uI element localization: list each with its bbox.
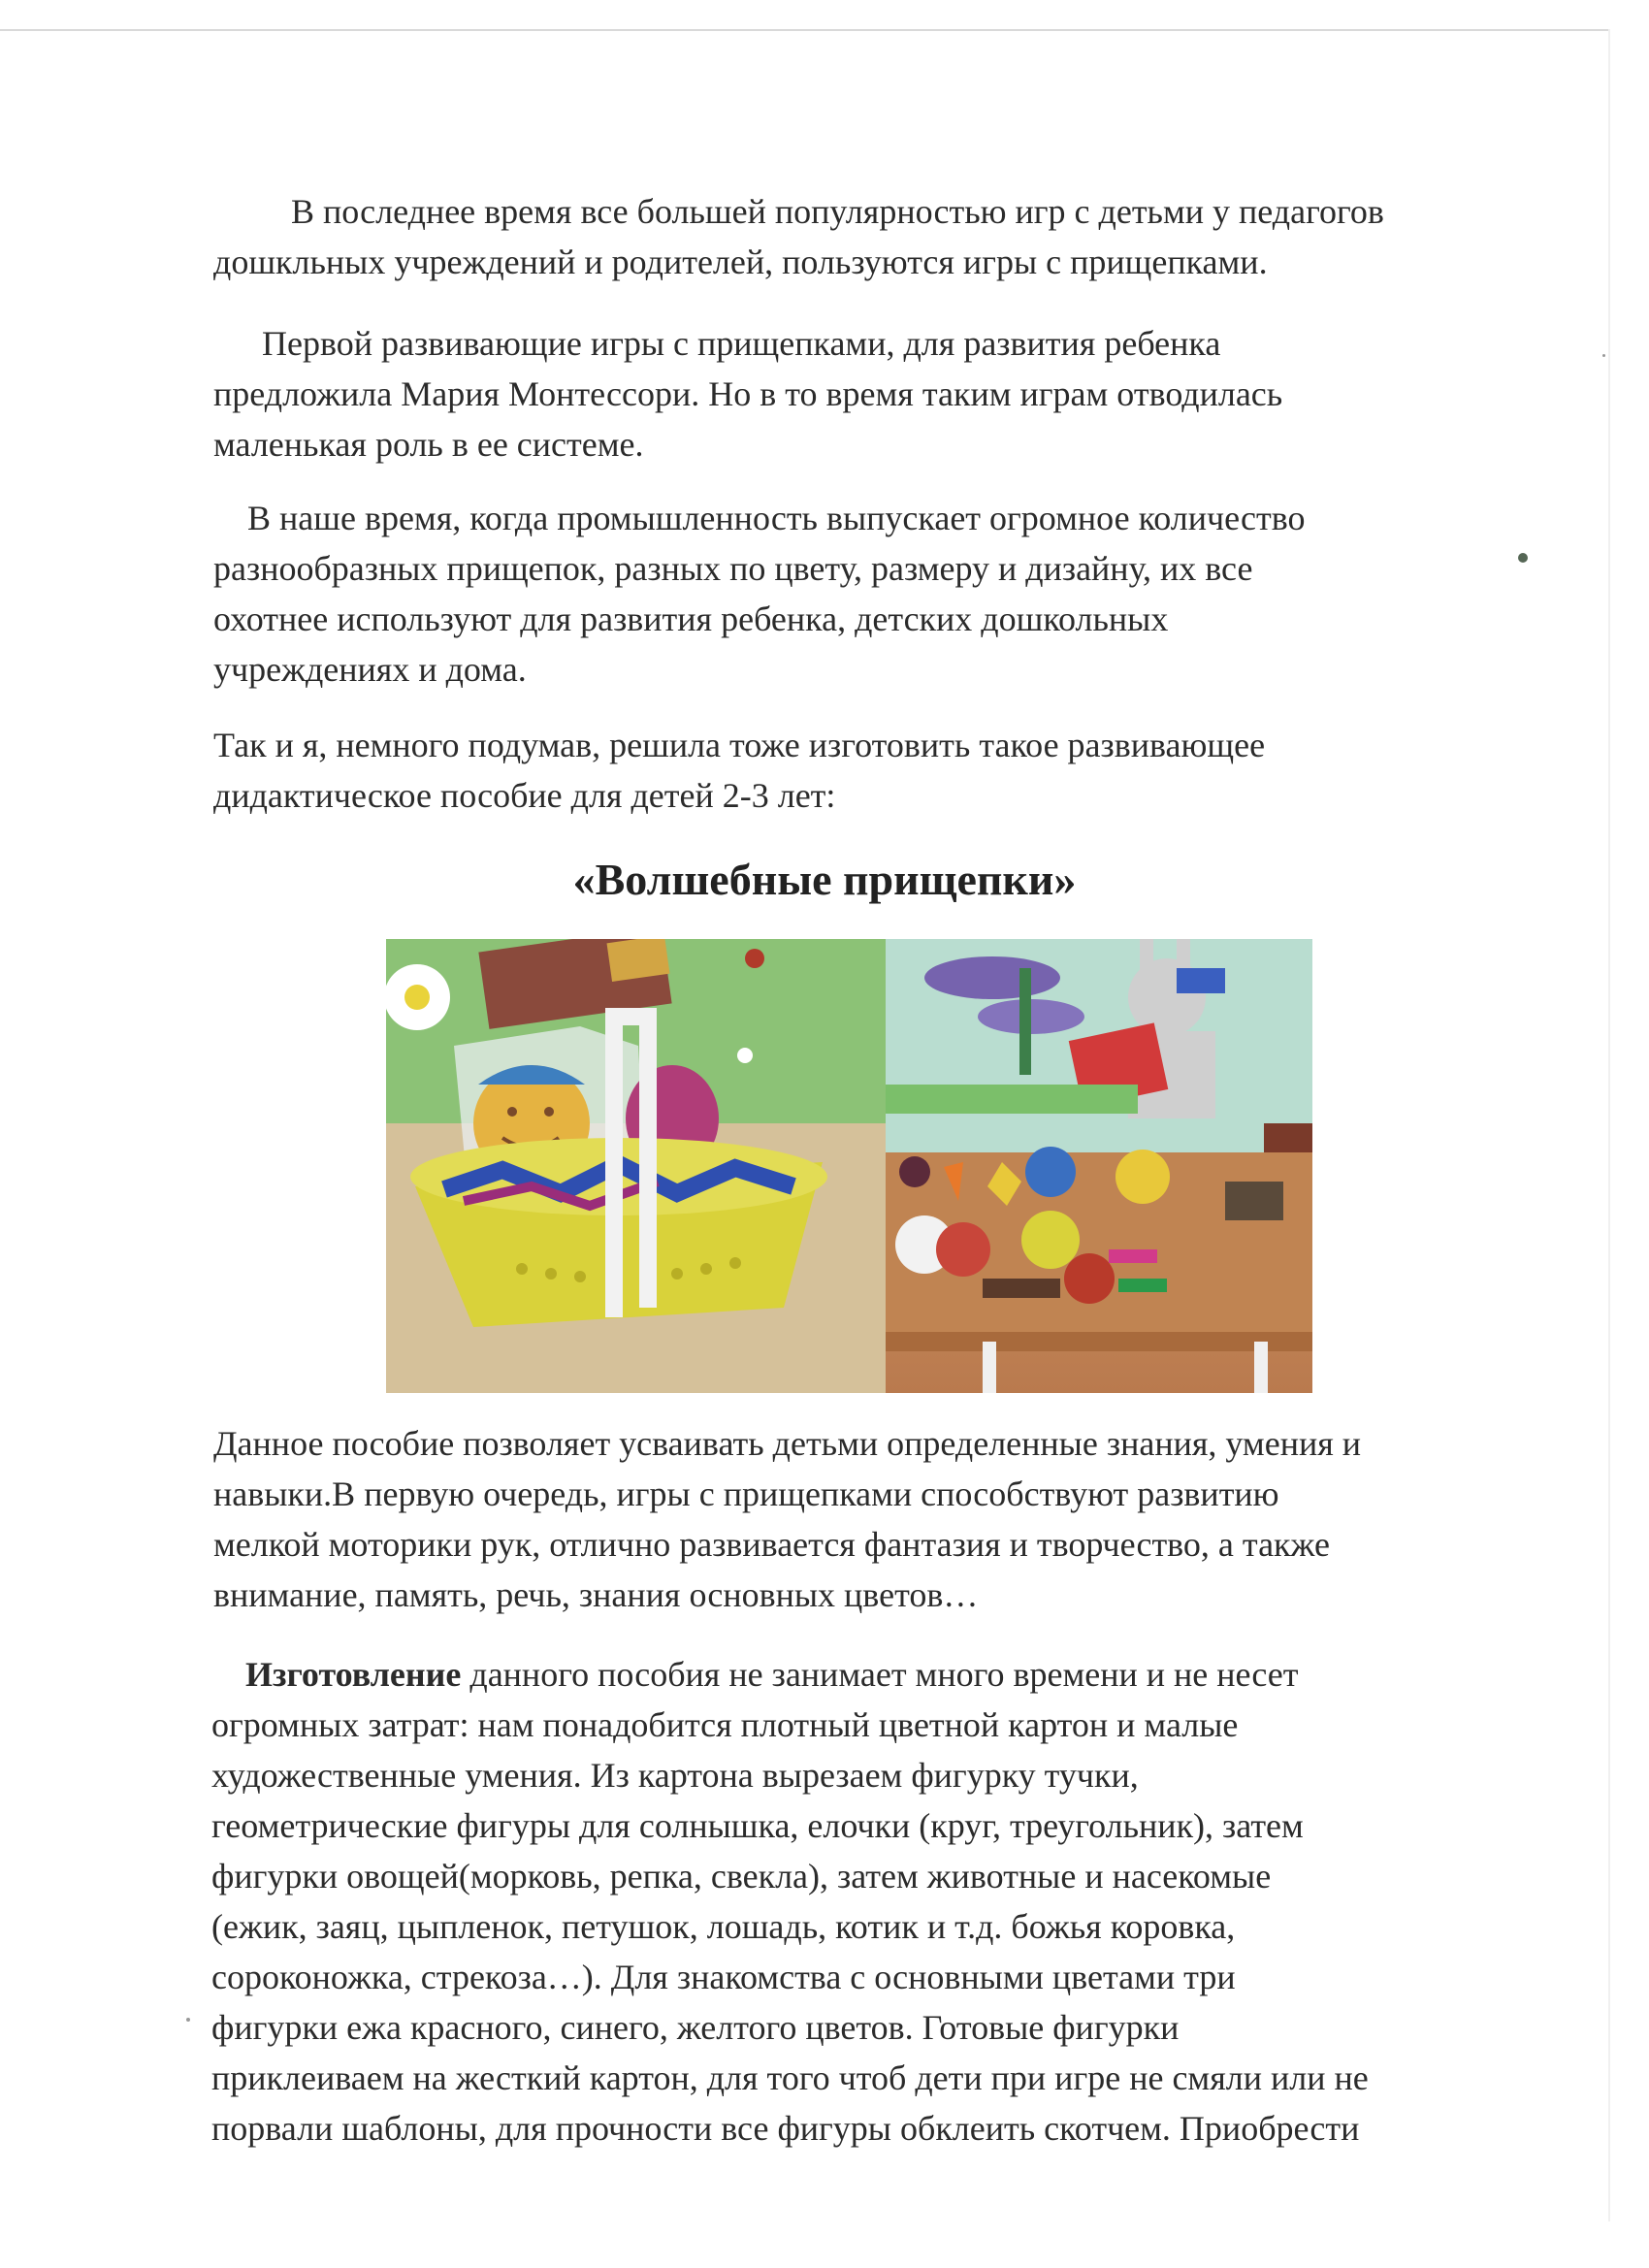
paragraph-line: внимание, память, речь, знания основных цветов… bbox=[213, 1575, 979, 1614]
paragraph-line: разнообразных прищепок, разных по цвету, размеру и дизайну, их все bbox=[213, 549, 1253, 588]
basket-illustration bbox=[386, 939, 886, 1393]
scan-speck bbox=[186, 2018, 190, 2022]
paragraph-line: маленькая роль в ее системе. bbox=[213, 425, 644, 464]
paragraph-line: охотнее используют для развития ребенка, детских дошкольных bbox=[213, 599, 1169, 638]
paragraph-line: предложила Мария Монтессори. Но в то время таким играм отводилась bbox=[213, 374, 1283, 413]
paragraph-line-rest: данного пособия не занимает много времени и не несет bbox=[461, 1655, 1299, 1694]
paragraph-line: фигурки овощей(морковь, репка, свекла), затем животные и насекомые bbox=[211, 1857, 1272, 1895]
scan-speck bbox=[1518, 553, 1528, 563]
paragraph-line: приклеиваем на жесткий картон, для того чтоб дети при игре не смяли или не bbox=[211, 2058, 1369, 2097]
paragraph-5 bbox=[213, 1418, 1494, 1620]
photo-basket bbox=[386, 939, 886, 1393]
paragraph-line: фигурки ежа красного, синего, желтого цветов. Готовые фигурки bbox=[211, 2008, 1180, 2047]
paragraph-line: (ежик, заяц, цыпленок, петушок, лошадь, котик и т.д. божья коровка, bbox=[211, 1907, 1236, 1946]
paragraph-line: художественные умения. Из картона вырезаем фигурку тучки, bbox=[211, 1756, 1139, 1795]
paragraph-1 bbox=[213, 186, 1494, 287]
table-illustration bbox=[886, 939, 1312, 1393]
paragraph-line: мелкой моторики рук, отлично развивается фантазия и творчество, а также bbox=[213, 1525, 1330, 1564]
paragraph-line: дошкльных учреждений и родителей, пользуются игры с прищепками. bbox=[213, 243, 1268, 281]
paragraph-line: Так и я, немного подумав, решила тоже изготовить такое развивающее bbox=[213, 726, 1266, 764]
paragraph-line: В наше время, когда промышленность выпускает огромное количество bbox=[247, 499, 1306, 537]
paragraph-line: навыки.В первую очередь, игры с прищепками способствуют развитию bbox=[213, 1474, 1279, 1513]
paragraph-line: порвали шаблоны, для прочности все фигуры обклеить скотчем. Приобрести bbox=[211, 2109, 1360, 2148]
paragraph-6 bbox=[211, 1649, 1492, 2154]
bold-term: Изготовление bbox=[245, 1655, 462, 1694]
paragraph-line: дидактическое пособие для детей 2-3 лет: bbox=[213, 776, 836, 815]
paragraph-line: геометрические фигуры для солнышка, елочки (круг, треугольник), затем bbox=[211, 1806, 1304, 1845]
document-title: «Волшебные прищепки» bbox=[572, 855, 1077, 904]
scan-edge-top bbox=[0, 29, 1610, 31]
paragraph-4 bbox=[213, 720, 1494, 821]
paragraph-line: сороконожка, стрекоза…). Для знакомства с основными цветами три bbox=[211, 1958, 1236, 1996]
paragraph-line: В последнее время все большей популярностью игр с детьми у педагогов bbox=[291, 192, 1384, 231]
scan-speck bbox=[1602, 354, 1605, 357]
photo-table bbox=[886, 939, 1312, 1393]
scan-edge-right bbox=[1608, 29, 1610, 2221]
paragraph-line: Данное пособие позволяет усваивать детьми определенные знания, умения и bbox=[213, 1424, 1362, 1463]
paragraph-line: огромных затрат: нам понадобится плотный цветной картон и малые bbox=[211, 1705, 1239, 1744]
paragraph-line bbox=[211, 1649, 1492, 1700]
paragraph-2 bbox=[213, 318, 1494, 470]
paragraph-line: учреждениях и дома. bbox=[213, 650, 527, 689]
paragraph-3 bbox=[213, 493, 1494, 695]
paragraph-line: Первой развивающие игры с прищепками, для развития ребенка bbox=[262, 324, 1221, 363]
